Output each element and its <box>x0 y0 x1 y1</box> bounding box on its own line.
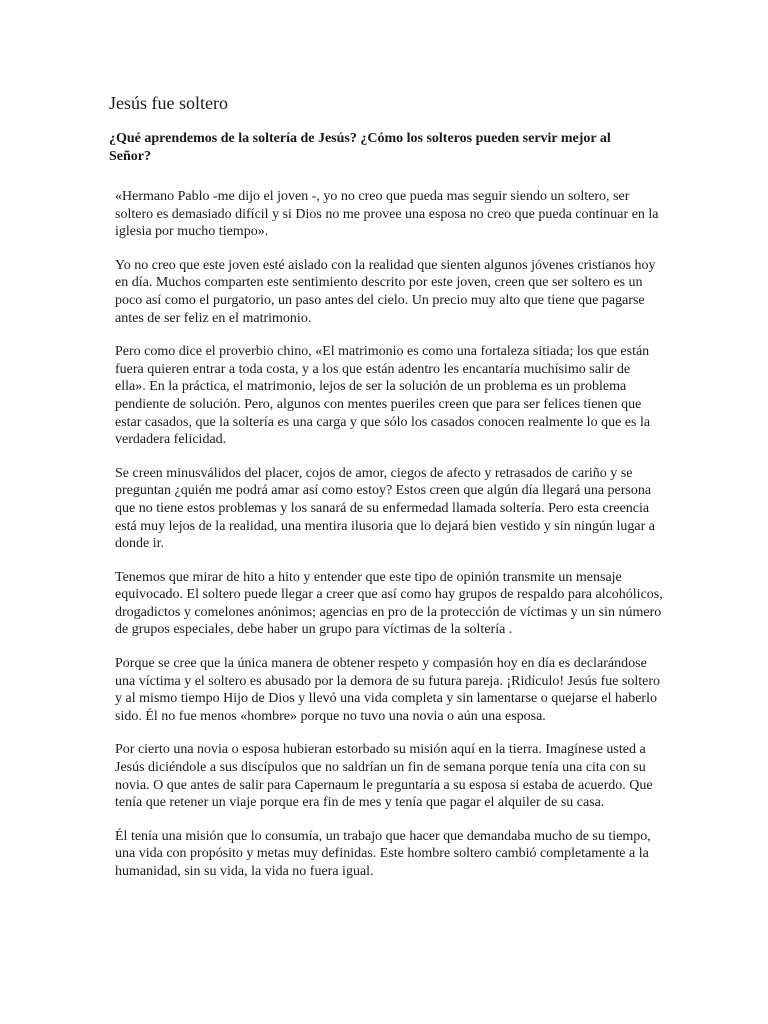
document-title: Jesús fue soltero <box>109 93 228 113</box>
document-body <box>115 188 663 897</box>
paragraph: Se creen minusválidos del placer, cojos de amor, ciegos de afecto y retrasados de cariño y se preguntan ¿quién me podrá amar así como estoy? Estos creen que algún día llegará una persona que no tiene estos problemas y los sanará de su enfermedad llamada soltería. Pero esta creencia está muy lejos de la realidad, una mentira ilusoria que lo dejará bien vestido y sin ningún lugar a donde ir. <box>115 465 656 552</box>
document-subtitle: ¿Qué aprendemos de la soltería de Jesús? ¿Cómo los solteros pueden servir mejor al Señor? <box>109 131 611 164</box>
paragraph: Yo no creo que este joven esté aislado con la realidad que sienten algunos jóvenes cristianos hoy en día. Muchos comparten este sentimiento descrito por este joven, creen que ser soltero es un poco así como el purgatorio, un paso antes del cielo. Un precio muy alto que tiene que pagarse antes de ser feliz en el matrimonio. <box>115 257 656 326</box>
paragraph: Por cierto una novia o esposa hubieran estorbado su misión aquí en la tierra. Imagínese usted a Jesús diciéndole a sus discípulos que no saldrían un fin de semana porque tenía una cita con su novia. O que antes de salir para Capernaum le preguntaría a su esposa si estaba de acuerdo. Que tenía que retener un viaje porque era fin de mes y tenía que pagar el alquiler de su casa. <box>115 742 653 811</box>
paragraph: Él tenía una misión que lo consumía, un trabajo que hacer que demandaba mucho de su tiempo, una vida con propósito y metas muy definidas. Este hombre soltero cambió completamente a la humanidad, sin su vida, la vida no fuera igual. <box>115 828 651 879</box>
paragraph: Tenemos que mirar de hito a hito y entender que este tipo de opinión transmite un mensaje equivocado. El soltero puede llegar a creer que así como hay grupos de respaldo para alcohólicos, drogadictos y comelones anónimos; agencias en pro de la protección de víctimas y un sin número de grupos especiales, debe haber un grupo para víctimas de la soltería . <box>115 569 663 638</box>
paragraph: Pero como dice el proverbio chino, «El matrimonio es como una fortaleza sitiada; los que están fuera quieren entrar a toda costa, y a los que están adentro les encantaría muchísimo salir de ella». En la práctica, el matrimonio, lejos de ser la solución de un problema es un problema pendiente de solución. Pero, algunos con mentes pueriles creen que para ser felices tienen que estar casados, que la soltería es una carga y que sólo los casados conocen realmente lo que es la verdadera felicidad. <box>115 344 651 448</box>
paragraph: «Hermano Pablo -me dijo el joven -, yo no creo que pueda mas seguir siendo un soltero, ser soltero es demasiado difícil y si Dios no me provee una esposa no creo que pueda continuar en la iglesia por mucho tiempo». <box>115 189 659 240</box>
paragraph: Porque se cree que la única manera de obtener respeto y compasión hoy en día es declarándose una víctima y el soltero es abusado por la demora de su futura pareja. ¡Ridículo! Jesús fue soltero y al mismo tiempo Hijo de Dios y llevó una vida completa y sin lamentarse o quejarse el haberlo sido. Él no fue menos «hombre» porque no tuvo una novia o aún una esposa. <box>115 656 661 724</box>
